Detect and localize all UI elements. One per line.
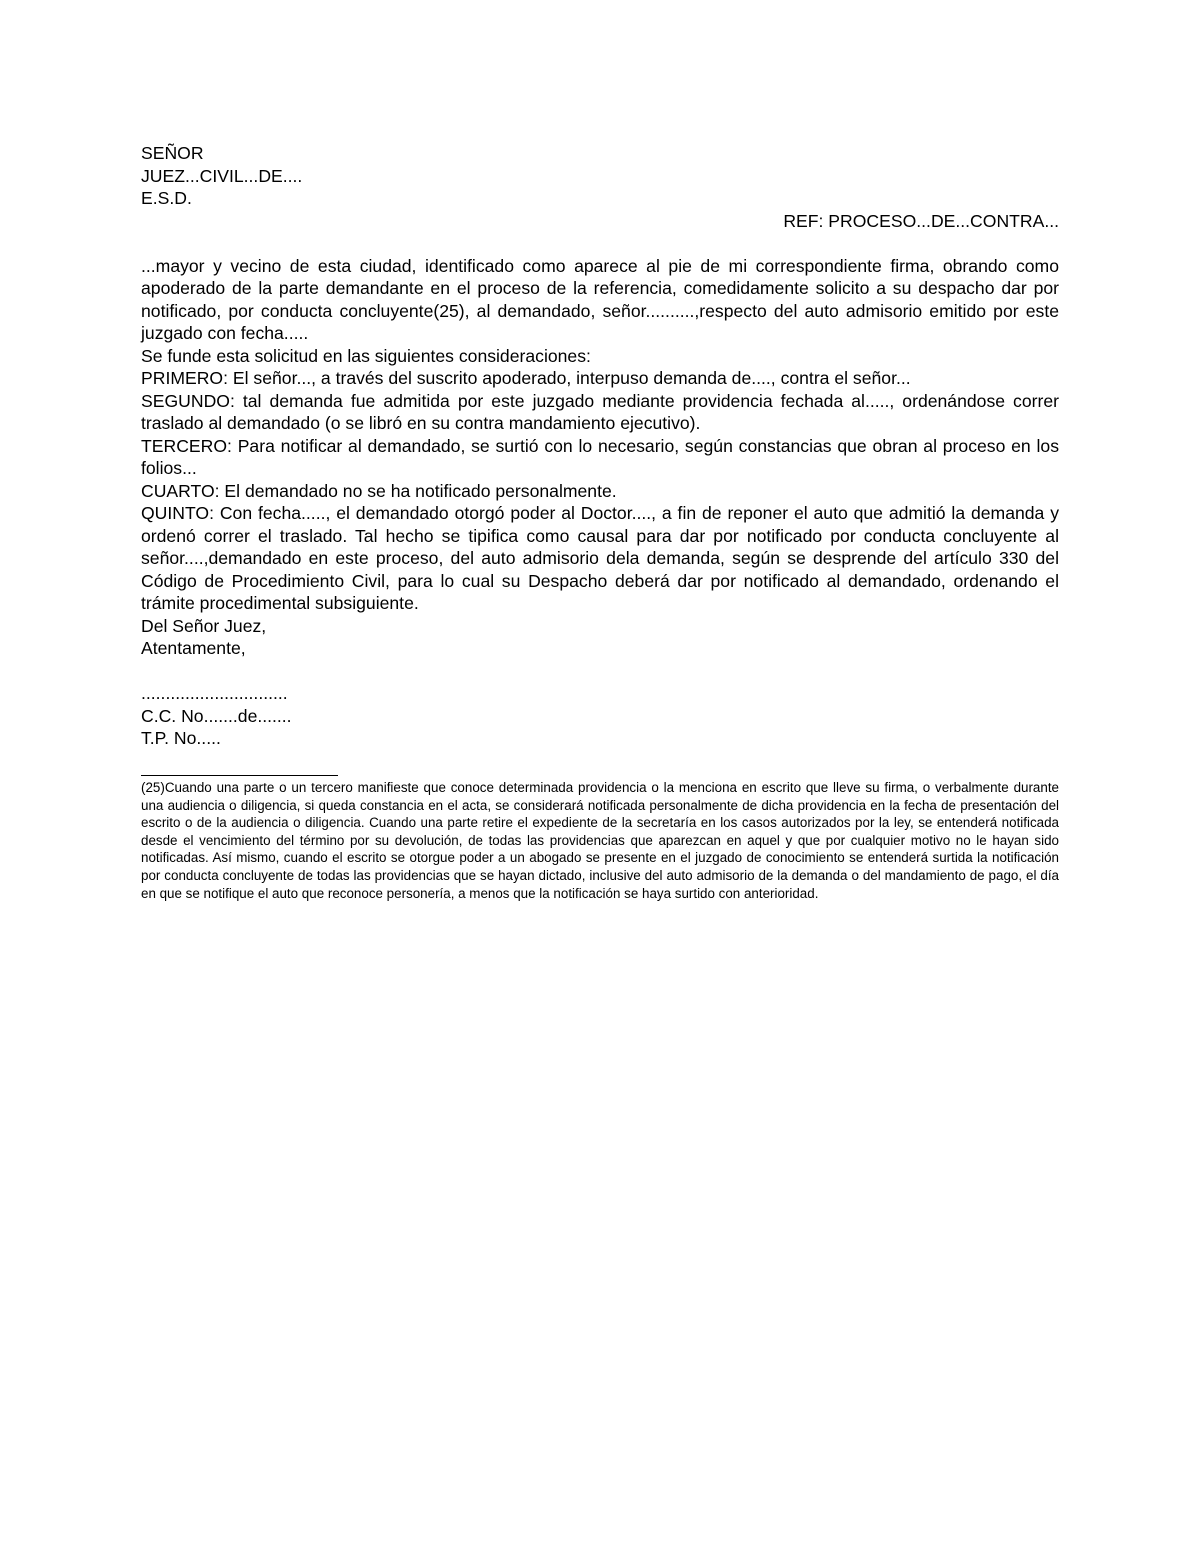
letter-body: [141, 142, 1059, 750]
cc-line: C.C. No.......de.......: [141, 705, 292, 726]
intro-paragraph: ...mayor y vecino de esta ciudad, identificado como aparece al pie de mi correspondiente firma, obrando como apoderado de la parte demandante en el proceso de la referencia, comedidamente solicito a su despacho dar por notificado, por conducta concluyente(25), al demandado, señor..........,respecto del auto admisorio emitido por este juzgado con fecha.....: [141, 255, 1059, 343]
grounds-intro: Se funde esta solicitud en las siguientes consideraciones:: [141, 345, 591, 366]
closing-line-2: Atentamente,: [141, 638, 246, 658]
ground-quinto: QUINTO: Con fecha....., el demandado otorgó poder al Doctor...., a fin de reponer el auto que admitió la demanda y ordenó correr el traslado. Tal hecho se tipifica como causal para dar por notificado por conducta concluyente al señor....,demandado en este proceso, del auto admisorio dela demanda, según se desprende del artículo 330 del Código de Procedimiento Civil, para lo cual su Despacho deberá dar por notificado al demandado, ordenando el trámite procedimental subsiguiente.: [141, 503, 1059, 613]
spacer: [141, 232, 1059, 255]
footnote-separator: [141, 775, 338, 776]
addressee: JUEZ...CIVIL...DE....: [141, 165, 303, 186]
ground-segundo: SEGUNDO: tal demanda fue admitida por este juzgado mediante providencia fechada al....., ordenándose correr traslado al demandado (o se libró en su contra mandamiento ejecutivo).: [141, 390, 1059, 433]
tp-line: T.P. No.....: [141, 728, 221, 748]
reference-line: REF: PROCESO...DE...CONTRA...: [783, 210, 1059, 231]
closing-line-1: Del Señor Juez,: [141, 615, 267, 636]
ground-tercero: TERCERO: Para notificar al demandado, se surtió con lo necesario, según constancias que obran al proceso en los folios...: [141, 435, 1059, 478]
esd-line: E.S.D.: [141, 188, 192, 208]
signature-line: ..............................: [141, 683, 288, 703]
footnote: (25)Cuando una parte o un tercero manifieste que conoce determinada providencia o la menciona en escrito que lleve su firma, o verbalmente durante una audiencia o diligencia, si queda constancia en el acta, se considerará notificada personalmente de dicha providencia en la fecha de presentación del escrito o de la audiencia o diligencia. Cuando una parte retire el expediente de la secretaría en los casos autorizados por la ley, se entenderá notificada desde el vencimiento del término por su devolución, de todas las providencias que aparezcan en aquel y que por cualquier motivo no le hayan sido notificadas. Así mismo, cuando el escrito se otorgue poder a un abogado se presente en el juzgado de conocimiento se entenderá surtida la notificación por conducta concluyente de todas las providencias que se hayan dictado, inclusive del auto admisorio de la demanda o del mandamiento de pago, el día en que se notifique el auto que reconoce personería, a menos que la notificación se haya surtido con anterioridad.: [141, 780, 1059, 901]
salutation: SEÑOR: [141, 143, 204, 163]
spacer: [141, 660, 1059, 683]
ground-cuarto: CUARTO: El demandado no se ha notificado personalmente.: [141, 480, 617, 501]
ground-primero: PRIMERO: El señor..., a través del suscrito apoderado, interpuso demanda de...., contra el señor...: [141, 368, 911, 388]
